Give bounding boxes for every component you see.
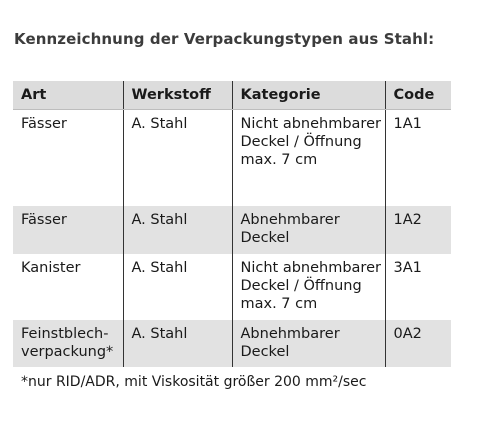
cell-code: 3A1 [385,254,451,320]
cell-code: 1A2 [385,206,451,254]
packaging-types-table [13,81,451,367]
table-row [13,320,451,367]
cell-kategorie: Abnehmbarer Deckel [232,206,385,254]
table-row [13,206,451,254]
column-header-art: Art [13,81,123,110]
cell-art: Kanister [21,260,81,276]
cell-art: Feinstblech- verpackung* [13,320,123,367]
cell-art: Fässer [13,206,123,254]
column-header-werkstoff: Werkstoff [123,81,232,110]
cell-werkstoff: A. Stahl [123,254,232,320]
table-row [13,110,451,207]
cell-code: 0A2 [385,320,451,367]
cell-kategorie: Nicht abnehmbarer Deckel / Öffnung max. 7 cm [232,254,385,320]
table-header-row [13,81,451,110]
column-header-kategorie: Kategorie [232,81,385,110]
cell-kategorie: Nicht abnehmbarer Deckel / Öffnung max. 7 cm [232,110,385,207]
table-row [13,254,451,320]
cell-kategorie: Abnehmbarer Deckel [232,320,385,367]
cell-code: 1A1 [385,110,451,207]
cell-werkstoff: A. Stahl [123,206,232,254]
page-title: Kennzeichnung der Verpackungstypen aus Stahl: [14,30,435,48]
cell-art: Fässer [21,116,67,132]
cell-werkstoff: A. Stahl [123,110,232,207]
column-header-code: Code [385,81,451,110]
cell-werkstoff: A. Stahl [123,320,232,367]
footnote: *nur RID/ADR, mit Viskosität größer 200 mm²/sec [21,374,367,390]
